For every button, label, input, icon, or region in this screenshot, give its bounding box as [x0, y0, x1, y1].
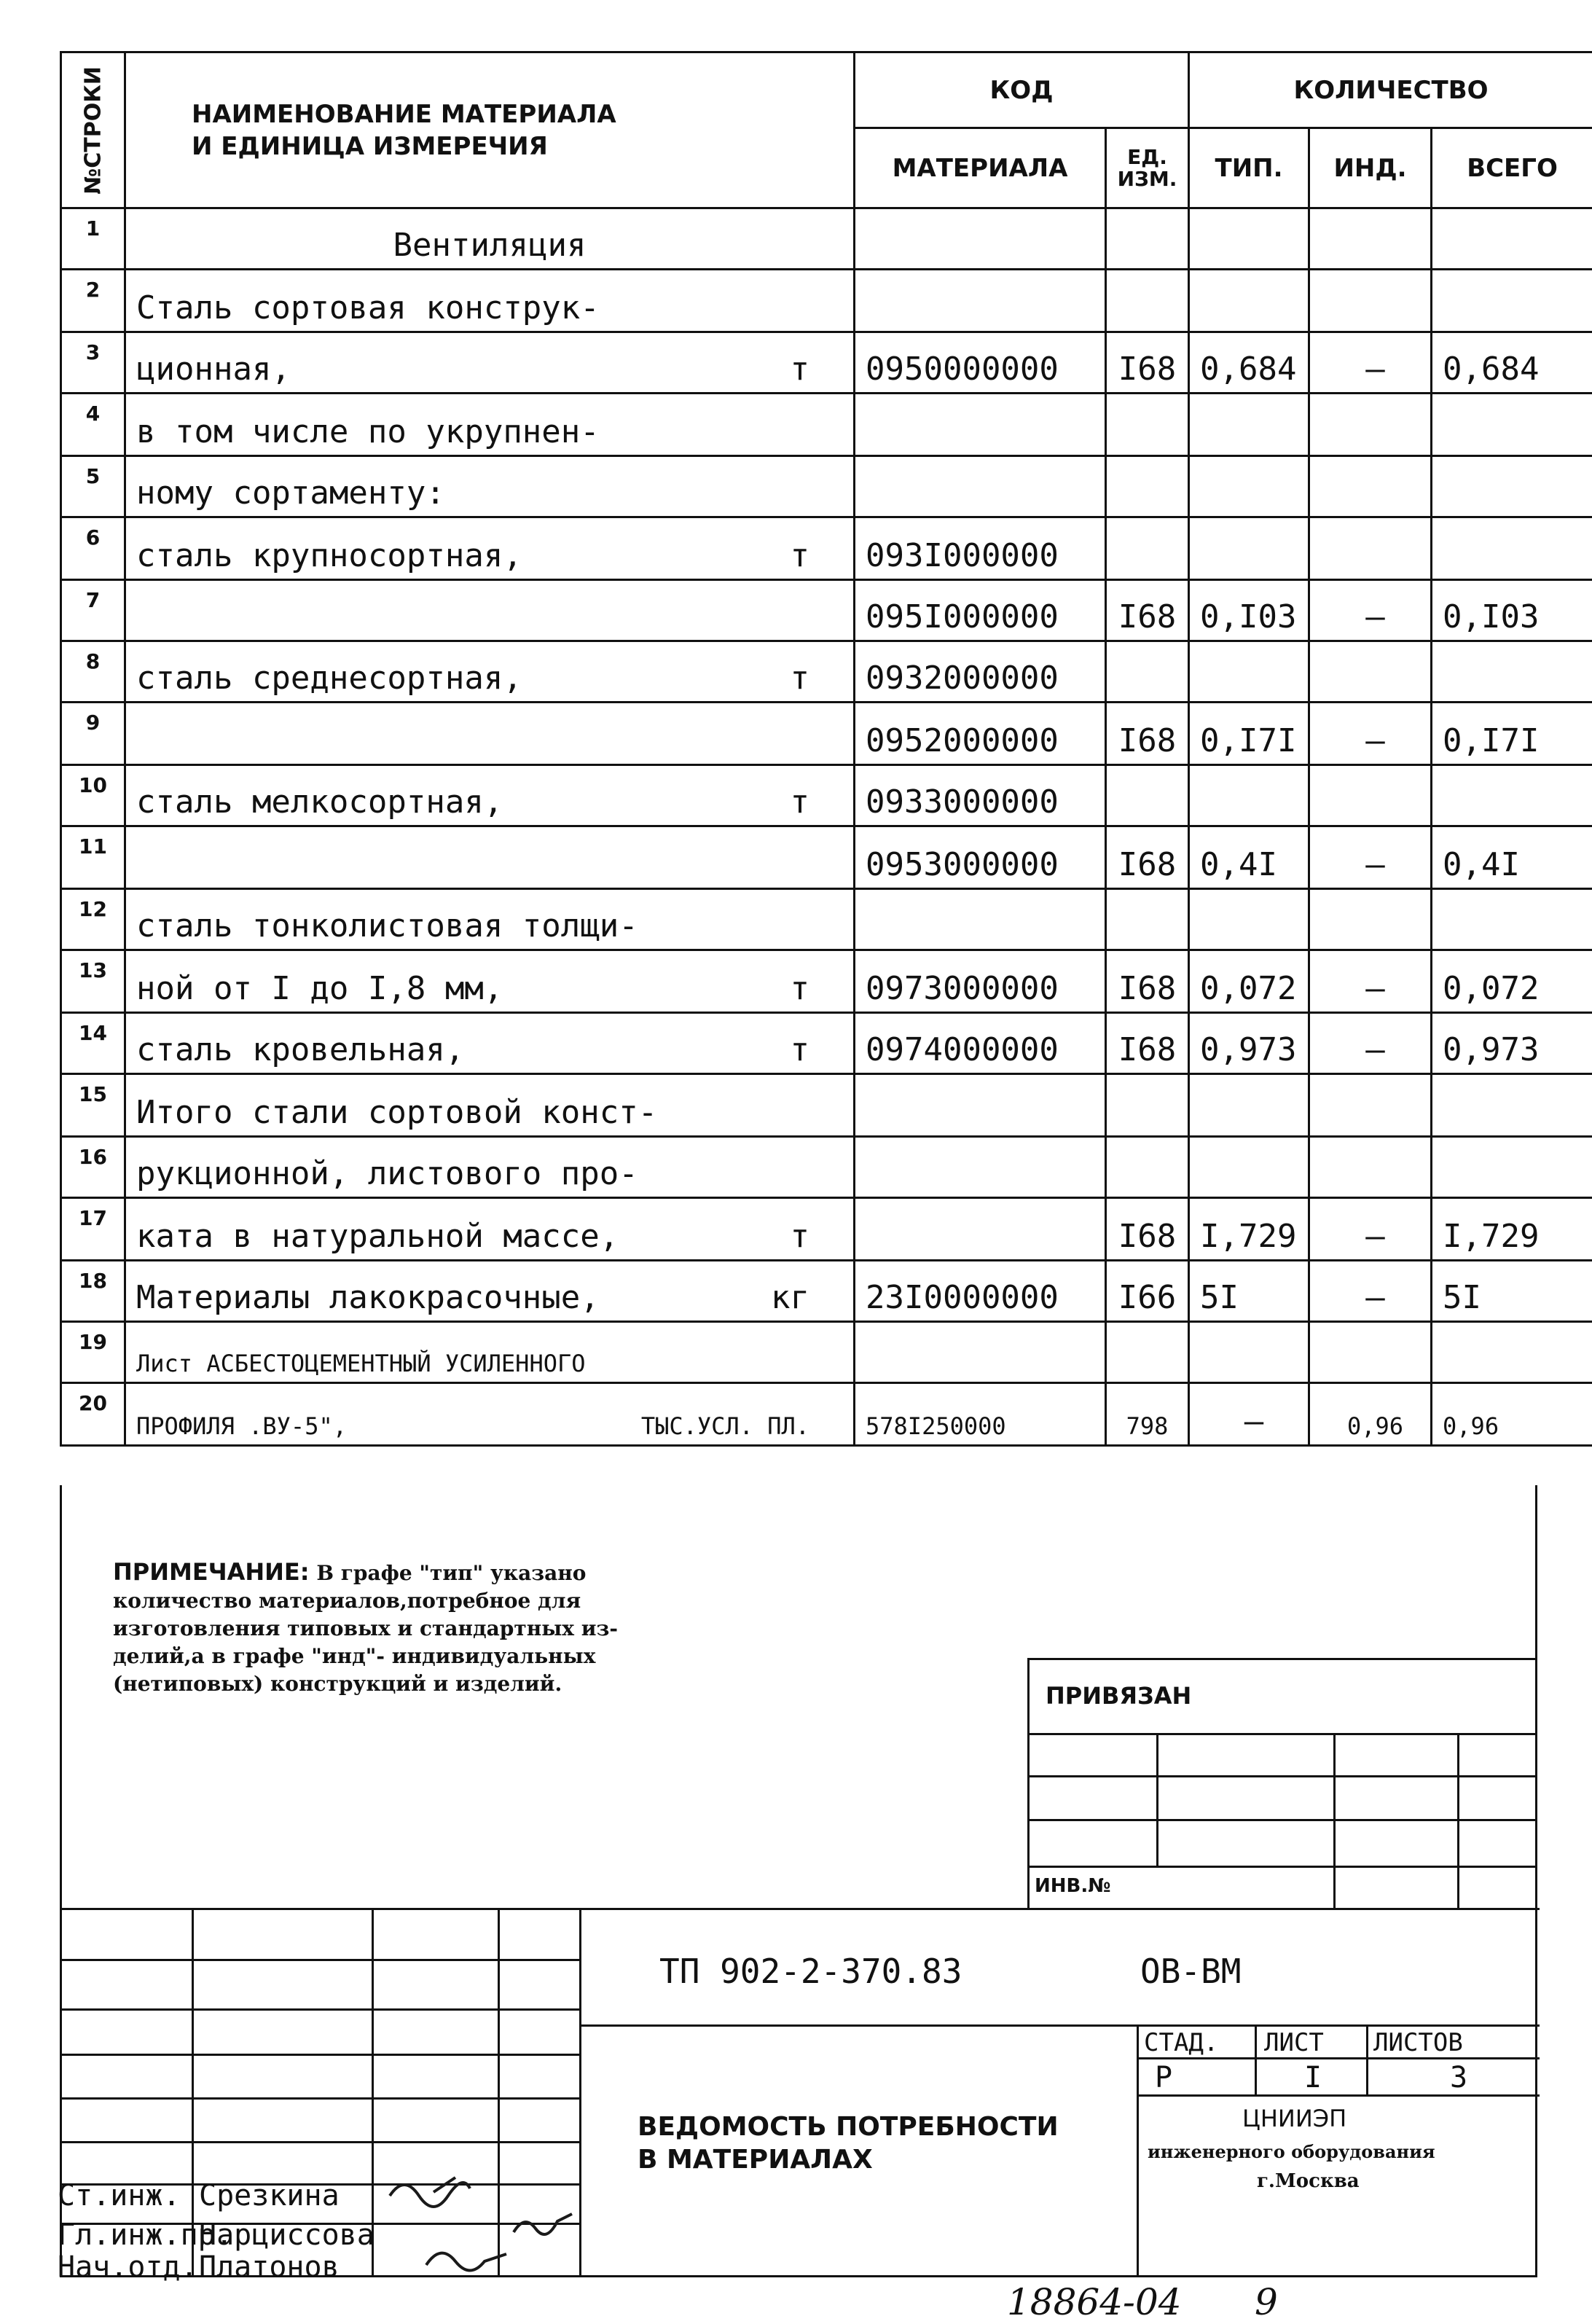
- row-number: 12: [61, 889, 125, 950]
- material-name: [125, 703, 855, 765]
- material-code: 0952000000: [855, 703, 1106, 765]
- qty-ind: –: [1309, 332, 1432, 394]
- qty-ind: [1309, 270, 1432, 332]
- qty-ind: [1309, 208, 1432, 270]
- header-row-number: №СТРОКИ: [61, 52, 125, 208]
- qty-typ: [1189, 1322, 1309, 1383]
- organization-name: ЦНИИЭП: [1242, 2105, 1347, 2132]
- document-title-line1: ВЕДОМОСТЬ ПОТРЕБНОСТИ: [638, 2112, 1059, 2142]
- row-number: 4: [61, 394, 125, 456]
- unit-code: [1106, 456, 1189, 517]
- note-line: В графе "тип" указано: [316, 1561, 587, 1585]
- table-row: [61, 1383, 1592, 1446]
- qty-typ: [1189, 517, 1309, 580]
- qty-typ: 0,973: [1189, 1013, 1309, 1074]
- divider: [1027, 1658, 1030, 1908]
- unit-code: I66: [1106, 1261, 1189, 1322]
- material-code: [855, 1198, 1106, 1261]
- qty-typ: [1189, 394, 1309, 456]
- divider: [62, 2054, 579, 2056]
- unit-code: 798: [1106, 1383, 1189, 1446]
- qty-total: [1432, 889, 1592, 950]
- row-number: 3: [61, 332, 125, 394]
- qty-typ: 0,684: [1189, 332, 1309, 394]
- qty-total: [1432, 394, 1592, 456]
- divider: [1027, 1819, 1537, 1821]
- sheets-label: ЛИСТОВ: [1373, 2028, 1463, 2057]
- divider: [1255, 2024, 1257, 2094]
- document-mark: ОВ-ВМ: [1140, 1952, 1242, 1991]
- table-row: [61, 580, 1592, 641]
- material-name: [125, 641, 855, 703]
- material-name-text: Сталь сортовая конструк-: [136, 289, 600, 326]
- qty-total: 0,684: [1432, 332, 1592, 394]
- material-code: 0974000000: [855, 1013, 1106, 1074]
- divider: [62, 2008, 579, 2011]
- row-number: 1: [61, 208, 125, 270]
- unit-code: I68: [1106, 826, 1189, 889]
- qty-typ: —: [1189, 1383, 1309, 1446]
- material-code: 0950000000: [855, 332, 1106, 394]
- qty-typ: [1189, 765, 1309, 826]
- table-row: [61, 1137, 1592, 1198]
- material-unit: т: [790, 537, 809, 574]
- row-number: 14: [61, 1013, 125, 1074]
- divider: [1137, 2024, 1139, 2277]
- qty-ind: 0,96: [1309, 1383, 1432, 1446]
- divider: [62, 2141, 579, 2143]
- privyazan-label: ПРИВЯЗАН: [1046, 1682, 1192, 1710]
- signer-role: Гл.инж.пр.: [58, 2218, 233, 2252]
- qty-total: [1432, 1074, 1592, 1137]
- qty-ind: [1309, 641, 1432, 703]
- qty-ind: [1309, 517, 1432, 580]
- divider: [1027, 1733, 1537, 1735]
- material-name-text: Лист АСБЕСТОЦЕМЕНТНЫЙ УСИЛЕННОГО: [136, 1350, 586, 1377]
- qty-total: [1432, 1137, 1592, 1198]
- table-row: [61, 332, 1592, 394]
- qty-total: [1432, 456, 1592, 517]
- qty-typ: I,729: [1189, 1198, 1309, 1261]
- divider: [1457, 1733, 1459, 1908]
- row-number: 7: [61, 580, 125, 641]
- material-name: [125, 1198, 855, 1261]
- material-name-text: Вентиляция: [393, 227, 587, 264]
- divider: [62, 1959, 579, 1961]
- lower-block: [58, 1485, 1537, 2284]
- qty-total: 0,I7I: [1432, 703, 1592, 765]
- material-name: [125, 208, 855, 270]
- qty-total: 0,973: [1432, 1013, 1592, 1074]
- organization-city: г.Москва: [1257, 2170, 1360, 2192]
- material-unit: т: [790, 660, 809, 697]
- material-name: [125, 580, 855, 641]
- sheet-label: ЛИСТ: [1264, 2028, 1324, 2057]
- qty-typ: 0,4I: [1189, 826, 1309, 889]
- unit-code: I68: [1106, 332, 1189, 394]
- table-row: [61, 208, 1592, 270]
- material-unit: т: [790, 783, 809, 821]
- unit-code: [1106, 1137, 1189, 1198]
- unit-code: [1106, 1074, 1189, 1137]
- table-row: [61, 517, 1592, 580]
- material-code: 578I250000: [855, 1383, 1106, 1446]
- material-code: [855, 1322, 1106, 1383]
- qty-total: [1432, 765, 1592, 826]
- qty-total: 5I: [1432, 1261, 1592, 1322]
- qty-ind: –: [1309, 1198, 1432, 1261]
- qty-ind: [1309, 765, 1432, 826]
- document-code: ТП 902-2-370.83: [659, 1952, 962, 1991]
- qty-total: 0,96: [1432, 1383, 1592, 1446]
- material-name: [125, 394, 855, 456]
- divider: [1156, 1733, 1158, 1866]
- qty-typ: 0,I03: [1189, 580, 1309, 641]
- row-number: 11: [61, 826, 125, 889]
- material-name: [125, 1013, 855, 1074]
- table-row: [61, 394, 1592, 456]
- qty-total: 0,I03: [1432, 580, 1592, 641]
- unit-code: [1106, 517, 1189, 580]
- header-total: ВСЕГО: [1432, 128, 1592, 208]
- material-code: [855, 270, 1106, 332]
- unit-code: [1106, 394, 1189, 456]
- material-unit: т: [790, 351, 809, 388]
- qty-ind: –: [1309, 580, 1432, 641]
- qty-ind: –: [1309, 1013, 1432, 1074]
- qty-total: [1432, 208, 1592, 270]
- qty-typ: 0,I7I: [1189, 703, 1309, 765]
- row-number: 19: [61, 1322, 125, 1383]
- drawing-sheet: [58, 51, 1558, 2323]
- material-name: [125, 332, 855, 394]
- divider: [1366, 2024, 1368, 2094]
- material-name: [125, 1261, 855, 1322]
- row-number: 2: [61, 270, 125, 332]
- note-line: (нетиповых) конструкций и изделий.: [113, 1672, 562, 1696]
- header-material-code: МАТЕРИАЛА: [855, 128, 1106, 208]
- note-label: ПРИМЕЧАНИЕ:: [113, 1558, 310, 1586]
- unit-code: [1106, 270, 1189, 332]
- organization-line2: инженерного оборудования: [1148, 2141, 1435, 2162]
- material-name: [125, 270, 855, 332]
- table-row: [61, 950, 1592, 1013]
- table-row: [61, 703, 1592, 765]
- divider: [1333, 1733, 1336, 1908]
- qty-ind: –: [1309, 950, 1432, 1013]
- material-unit: ТЫС.УСЛ. ПЛ.: [640, 1412, 809, 1440]
- stage-label: СТАД.: [1144, 2028, 1219, 2057]
- qty-ind: [1309, 889, 1432, 950]
- qty-ind: [1309, 394, 1432, 456]
- material-code: 093I000000: [855, 517, 1106, 580]
- qty-typ: [1189, 456, 1309, 517]
- material-name: [125, 1383, 855, 1446]
- unit-code: [1106, 208, 1189, 270]
- row-number: 13: [61, 950, 125, 1013]
- unit-code: I68: [1106, 1013, 1189, 1074]
- unit-code: [1106, 765, 1189, 826]
- header-material-name: НАИМЕНОВАНИЕ МАТЕРИАЛА И ЕДИНИЦА ИЗМЕРЕЧИЯ: [125, 52, 855, 208]
- material-name-text: рукционной, листового про-: [136, 1155, 638, 1192]
- signatures-handwritten: [375, 2163, 594, 2280]
- material-code: 0932000000: [855, 641, 1106, 703]
- divider: [62, 1908, 1540, 1910]
- material-name: [125, 765, 855, 826]
- material-name-text: в том числе по укрупнен-: [136, 413, 600, 450]
- note-line: делий,а в графе "инд"- индивидуальных: [113, 1644, 596, 1668]
- table-row: [61, 1322, 1592, 1383]
- note-line: изготовления типовых и стандартных из-: [113, 1616, 618, 1640]
- qty-typ: [1189, 641, 1309, 703]
- stage-value: Р: [1155, 2061, 1173, 2094]
- unit-code: [1106, 889, 1189, 950]
- qty-typ: 5I: [1189, 1261, 1309, 1322]
- table-row: [61, 765, 1592, 826]
- qty-typ: [1189, 1074, 1309, 1137]
- material-name: [125, 517, 855, 580]
- material-code: [855, 208, 1106, 270]
- qty-ind: [1309, 1074, 1432, 1137]
- unit-code: I68: [1106, 950, 1189, 1013]
- signer-name: Срезкина: [199, 2179, 340, 2213]
- row-number: 15: [61, 1074, 125, 1137]
- signer-role: Нач.отд.: [58, 2250, 198, 2284]
- unit-code: I68: [1106, 703, 1189, 765]
- material-code: 0933000000: [855, 765, 1106, 826]
- table-row: [61, 1013, 1592, 1074]
- qty-ind: –: [1309, 1261, 1432, 1322]
- note: [113, 1558, 754, 1698]
- material-name-text: сталь тонколистовая толщи-: [136, 907, 638, 944]
- unit-code: [1106, 1322, 1189, 1383]
- table-row: [61, 641, 1592, 703]
- signer-name: Платонов: [199, 2250, 340, 2284]
- material-name-text: ката в натуральной массе,: [136, 1218, 619, 1255]
- table-row: [61, 826, 1592, 889]
- row-number: 9: [61, 703, 125, 765]
- signer-role: Ст.инж.: [58, 2179, 181, 2213]
- qty-total: [1432, 517, 1592, 580]
- material-code: [855, 1137, 1106, 1198]
- divider: [1137, 2057, 1540, 2059]
- material-name: [125, 456, 855, 517]
- material-name: [125, 826, 855, 889]
- divider: [1027, 1775, 1537, 1777]
- table-row: [61, 456, 1592, 517]
- table-row: [61, 889, 1592, 950]
- qty-ind: [1309, 456, 1432, 517]
- qty-total: 0,4I: [1432, 826, 1592, 889]
- unit-code: [1106, 641, 1189, 703]
- note-line: количество материалов,потребное для: [113, 1589, 581, 1613]
- qty-total: [1432, 641, 1592, 703]
- material-code: [855, 394, 1106, 456]
- unit-code: I68: [1106, 580, 1189, 641]
- qty-ind: –: [1309, 703, 1432, 765]
- material-name: [125, 1322, 855, 1383]
- unit-code: I68: [1106, 1198, 1189, 1261]
- table-row: [61, 1198, 1592, 1261]
- qty-typ: [1189, 208, 1309, 270]
- material-code: 095I000000: [855, 580, 1106, 641]
- archive-number: 18864-04: [1007, 2281, 1182, 2323]
- material-name-text: Материалы лакокрасочные,: [136, 1279, 600, 1316]
- qty-ind: [1309, 1137, 1432, 1198]
- material-code: [855, 456, 1106, 517]
- header-quantity: КОЛИЧЕСТВО: [1189, 52, 1592, 128]
- material-name: [125, 1074, 855, 1137]
- inventory-number-label: ИНВ.№: [1035, 1875, 1111, 1897]
- material-unit: т: [790, 970, 809, 1007]
- qty-total: 0,072: [1432, 950, 1592, 1013]
- material-name-text: ционная,: [136, 351, 291, 388]
- material-name-text: сталь среднесортная,: [136, 660, 522, 697]
- sheet-value: I: [1304, 2061, 1322, 2094]
- material-name-text: сталь мелкосортная,: [136, 783, 503, 821]
- header-unit: ЕД. ИЗМ.: [1106, 128, 1189, 208]
- header-typ: ТИП.: [1189, 128, 1309, 208]
- qty-ind: [1309, 1322, 1432, 1383]
- qty-total: [1432, 1322, 1592, 1383]
- qty-total: [1432, 270, 1592, 332]
- qty-typ: 0,072: [1189, 950, 1309, 1013]
- material-code: 0973000000: [855, 950, 1106, 1013]
- material-name: [125, 1137, 855, 1198]
- material-code: [855, 1074, 1106, 1137]
- material-name-text: Итого стали сортовой конст-: [136, 1094, 658, 1131]
- material-code: 23I0000000: [855, 1261, 1106, 1322]
- divider: [1027, 1866, 1537, 1868]
- divider: [1137, 2094, 1540, 2097]
- divider: [1027, 1658, 1537, 1660]
- material-unit: т: [790, 1031, 809, 1068]
- table-body: [61, 208, 1592, 1446]
- material-name-text: сталь кровельная,: [136, 1031, 465, 1068]
- table-row: [61, 1074, 1592, 1137]
- material-name-text: ному сортаменту:: [136, 474, 445, 512]
- material-name-text: сталь крупносортная,: [136, 537, 522, 574]
- row-number: 6: [61, 517, 125, 580]
- material-code: [855, 889, 1106, 950]
- material-unit: кг: [771, 1279, 809, 1316]
- table-row: [61, 1261, 1592, 1322]
- row-number: 5: [61, 456, 125, 517]
- row-number: 16: [61, 1137, 125, 1198]
- divider: [62, 2097, 579, 2100]
- material-name-text: ной от I до I,8 мм,: [136, 970, 503, 1007]
- qty-typ: [1189, 270, 1309, 332]
- qty-total: I,729: [1432, 1198, 1592, 1261]
- row-number: 10: [61, 765, 125, 826]
- qty-ind: –: [1309, 826, 1432, 889]
- table-row: [61, 270, 1592, 332]
- row-number: 18: [61, 1261, 125, 1322]
- row-number: 8: [61, 641, 125, 703]
- material-name: [125, 950, 855, 1013]
- material-code: 0953000000: [855, 826, 1106, 889]
- divider: [579, 2024, 1540, 2027]
- materials-table: [60, 51, 1592, 1447]
- row-number: 17: [61, 1198, 125, 1261]
- qty-typ: [1189, 889, 1309, 950]
- qty-typ: [1189, 1137, 1309, 1198]
- document-title-line2: В МАТЕРИАЛАХ: [638, 2145, 873, 2175]
- material-unit: т: [790, 1218, 809, 1255]
- header-code: КОД: [855, 52, 1189, 128]
- material-name-text: ПРОФИЛЯ .ВУ-5",: [136, 1412, 347, 1440]
- header-ind: ИНД.: [1309, 128, 1432, 208]
- row-number: 20: [61, 1383, 125, 1446]
- signer-name: Нарциссова: [199, 2218, 375, 2252]
- sheets-value: 3: [1450, 2061, 1468, 2094]
- page-number: 9: [1255, 2281, 1278, 2323]
- material-name: [125, 889, 855, 950]
